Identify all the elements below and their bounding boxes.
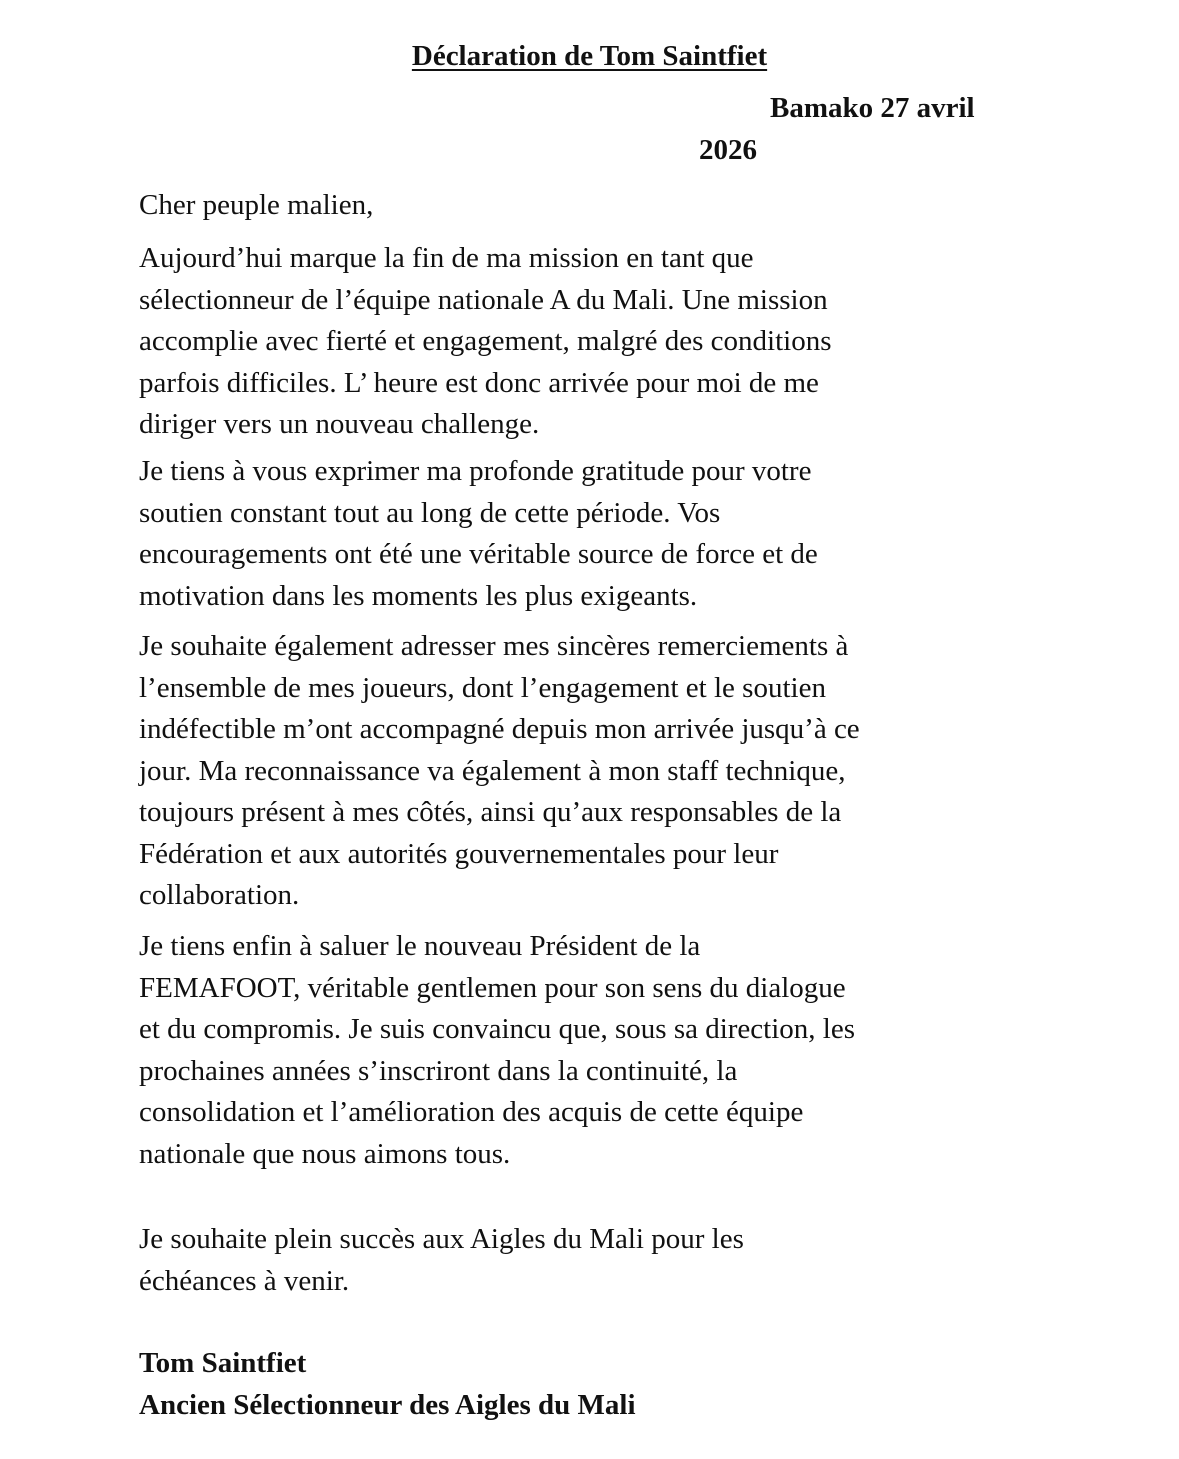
text-line: Aujourd’hui marque la fin de ma mission en tant que: [139, 242, 754, 274]
text-line: jour. Ma reconnaissance va également à mon staff technique,: [139, 754, 846, 787]
text-line: motivation dans les moments les plus exigeants.: [139, 579, 698, 612]
text-line: Je souhaite plein succès aux Aigles du Mali pour les: [139, 1223, 744, 1255]
text-line: Je tiens à vous exprimer ma profonde gratitude pour votre: [139, 455, 812, 487]
text-line: indéfectible m’ont accompagné depuis mon arrivée jusqu’à ce: [139, 713, 860, 745]
text-line: accomplie avec fierté et engagement, malgré des conditions: [139, 325, 832, 357]
text-line: Je tiens enfin à saluer le nouveau Président de la: [139, 930, 701, 962]
text-line: diriger vers un nouveau challenge.: [139, 408, 540, 440]
date-place: Bamako 27 avril: [770, 92, 975, 124]
text-line: l’ensemble de mes joueurs, dont l’engagement et le soutien: [139, 671, 826, 704]
text-line: toujours présent à mes côtés, ainsi qu’aux responsables de la: [139, 796, 842, 828]
text-line: encouragements ont été une véritable source de force et de: [139, 538, 818, 570]
text-line: FEMAFOOT, véritable gentlemen pour son sens du dialogue: [139, 971, 846, 1004]
salutation: Cher peuple malien,: [139, 189, 374, 221]
document-title: Déclaration de Tom Saintfiet: [411, 40, 768, 72]
text-line: consolidation et l’amélioration des acquis de cette équipe: [139, 1096, 804, 1128]
date-year: 2026: [699, 134, 757, 166]
paragraph-gratitude: [139, 451, 818, 617]
text-line: et du compromis. Je suis convaincu que, sous sa direction, les: [139, 1013, 856, 1045]
text-line: parfois difficiles. L’ heure est donc arrivée pour moi de me: [139, 366, 819, 399]
paragraph-mission-end: [139, 238, 831, 446]
paragraph-thanks: [139, 626, 860, 917]
text-line: sélectionneur de l’équipe nationale A du Mali. Une mission: [139, 283, 828, 316]
text-line: Fédération et aux autorités gouvernementales pour leur: [139, 837, 779, 870]
text-line: nationale que nous aimons tous.: [139, 1137, 511, 1170]
signature-name: Tom Saintfiet: [139, 1347, 307, 1379]
text-line: soutien constant tout au long de cette période. Vos: [139, 496, 721, 529]
text-line: prochaines années s’inscriront dans la continuité, la: [139, 1054, 738, 1087]
paragraph-good-wishes: [139, 1219, 744, 1302]
paragraph-femafoot: [139, 926, 855, 1175]
text-line: collaboration.: [139, 879, 300, 911]
text-line: échéances à venir.: [139, 1264, 350, 1297]
signature-title: Ancien Sélectionneur des Aigles du Mali: [139, 1389, 636, 1421]
text-line: Je souhaite également adresser mes sincères remerciements à: [139, 630, 849, 662]
